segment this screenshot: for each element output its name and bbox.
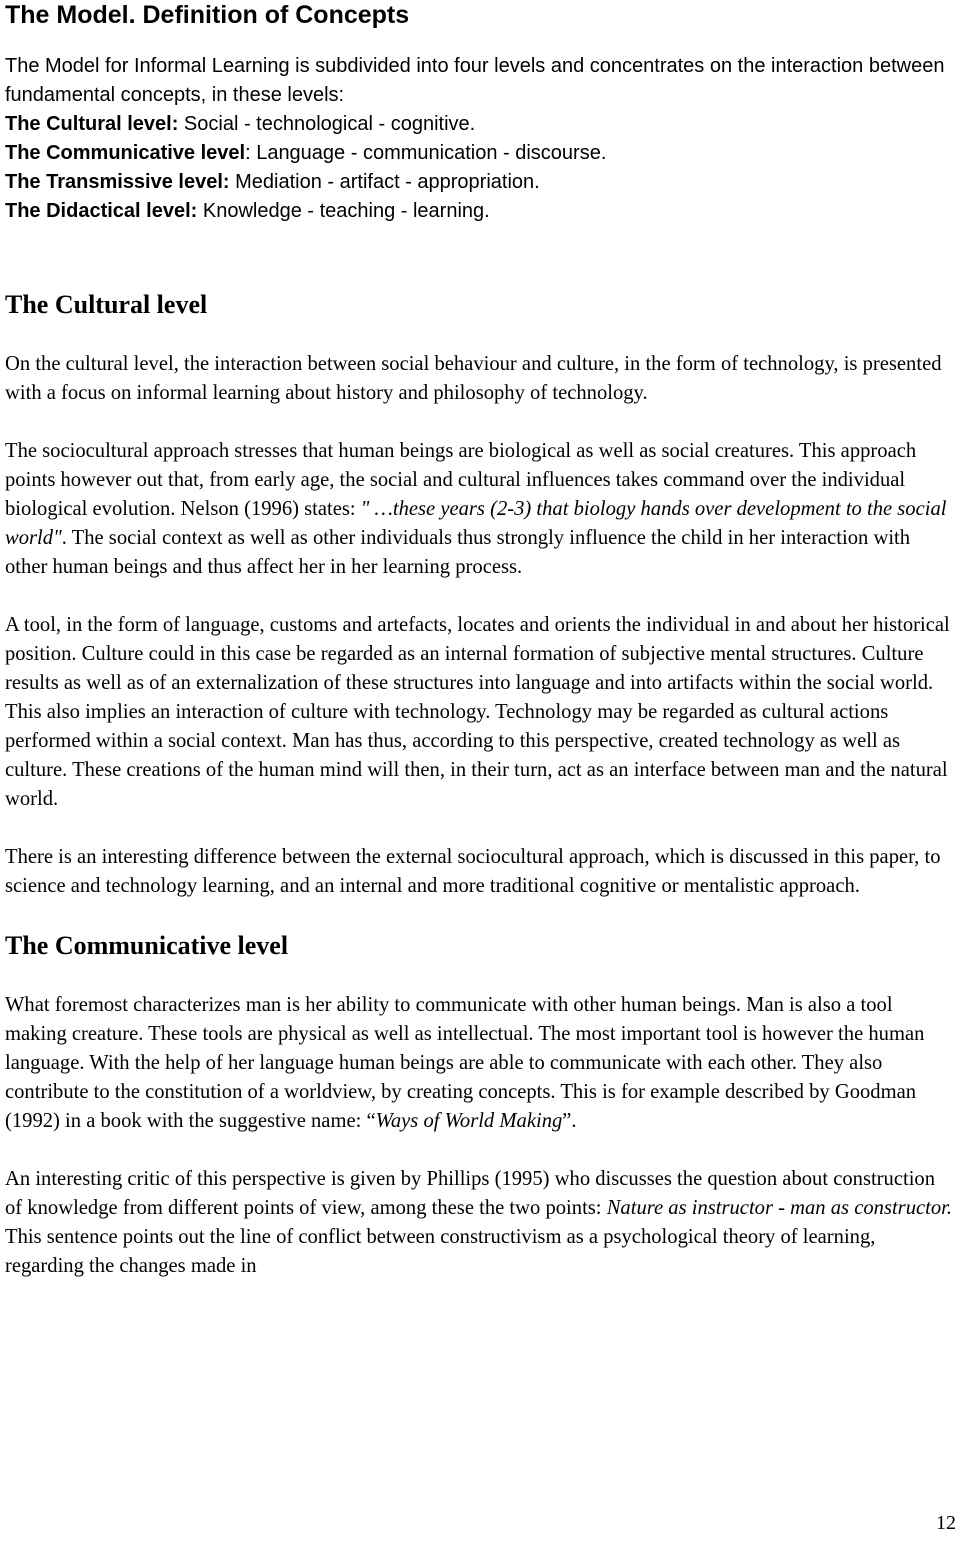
level-text: Mediation - artifact - appropriation. xyxy=(229,171,540,193)
level-item-cultural xyxy=(5,110,957,139)
paragraph-text: What foremost characterizes man is her ability to communicate with other human beings. Man is also a tool making creature. These tools are physical as well as intellectual. The most important tool is however the human language. With the help of her language human beings are able to communicate with each other. They also contribute to the constitution of a worldview, by creating concepts. This is for example described by Goodman (1992) in a book with the suggestive name: “ xyxy=(5,994,925,1132)
level-item-didactical xyxy=(5,197,957,226)
communicative-paragraph-1 xyxy=(5,991,957,1136)
level-list xyxy=(5,110,957,226)
level-text: Social - technological - cognitive. xyxy=(178,113,476,135)
paragraph-text: ”. xyxy=(562,1110,577,1132)
paragraph-text: This sentence points out the line of conflict between constructivism as a psychological theory of learning, regarding the changes made in xyxy=(5,1226,876,1277)
level-item-transmissive xyxy=(5,168,957,197)
section-heading-communicative: The Communicative level xyxy=(5,931,289,960)
paragraph-text: An interesting critic of this perspective is given by Phillips (1995) who discusses the question about construction of knowledge from different points of view, among these the two points: xyxy=(5,1168,936,1219)
communicative-paragraph-2 xyxy=(5,1165,957,1281)
document-title: The Model. Definition of Concepts xyxy=(5,1,410,29)
intro-paragraph: The Model for Informal Learning is subdivided into four levels and concentrates on the interaction between fundamental concepts, in these levels: xyxy=(5,55,945,106)
cultural-paragraph-1: On the cultural level, the interaction between social behaviour and culture, in the form of technology, is presented with a focus on informal learning about history and philosophy of technology. xyxy=(5,353,942,404)
paragraph-text: . The social context as well as other individuals thus strongly influence the child in her interaction with other human beings and thus affect her in her learning process. xyxy=(5,527,911,578)
level-label: The Communicative level xyxy=(5,142,246,164)
document-page xyxy=(5,0,957,1281)
section-heading-cultural: The Cultural level xyxy=(5,290,208,319)
phillips-phrase: Nature as instructor - man as constructor. xyxy=(606,1197,953,1219)
page-number: 12 xyxy=(936,1512,956,1534)
level-label: The Cultural level: xyxy=(5,113,179,135)
book-title: Ways of World Making xyxy=(375,1110,563,1132)
paragraph-text: The sociocultural approach stresses that human beings are biological as well as social creatures. This approach points however out that, from early age, the social and cultural influences takes command over the individual biological evolution. Nelson (1996) states: xyxy=(5,440,917,520)
nelson-quote: " …these years (2-3) that biology hands over development to the social world" xyxy=(5,498,947,549)
level-label: The Transmissive level: xyxy=(5,171,230,193)
cultural-paragraph-4: There is an interesting difference between the external sociocultural approach, which is discussed in this paper, to science and technology learning, and an internal and more traditional cognitive or mentalistic approach. xyxy=(5,846,941,897)
level-text: Knowledge - teaching - learning. xyxy=(197,200,490,222)
cultural-paragraph-3: A tool, in the form of language, customs and artefacts, locates and orients the individual in and about her historical position. Culture could in this case be regarded as an internal formation of subjective mental structures. Culture results as well as of an externalization of these structures into language and into artifacts within the social world. This also implies an interaction of culture with technology. Technology may be regarded as cultural actions performed within a social context. Man has thus, according to this perspective, created technology as well as culture. These creations of the human mind will then, in their turn, act as an interface between man and the natural world. xyxy=(5,614,950,810)
level-item-communicative xyxy=(5,139,957,168)
level-text: : Language - communication - discourse. xyxy=(245,142,607,164)
cultural-paragraph-2 xyxy=(5,437,957,582)
level-label: The Didactical level: xyxy=(5,200,198,222)
